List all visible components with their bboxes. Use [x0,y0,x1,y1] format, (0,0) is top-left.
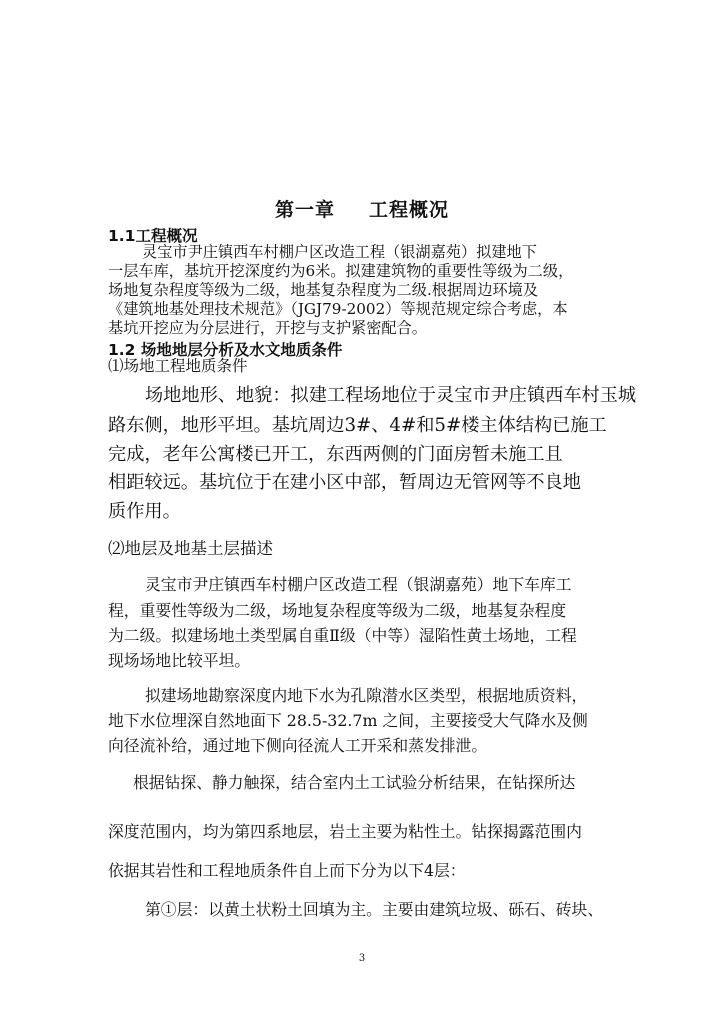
paragraph-line: 现场场地比较平坦。 [108,651,251,670]
paragraph-line: 场地复杂程度等级为二级，地基复杂程度为二级.根据周边环境及 [108,281,539,299]
paragraph-line: 深度范围内，均为第四系地层，岩土主要为粘性土。钻探揭露范围内 [108,822,582,841]
paragraph-line: 场地地形、地貌：拟建工程场地位于灵宝市尹庄镇西车村玉城 [145,385,637,406]
chapter-name: 工程概况 [369,199,450,221]
paragraph-line: 质作用。 [108,501,181,522]
paragraph-line: 拟建场地勘察深度内地下水为孔隙潜水区类型，根据地质资料， [145,686,588,705]
paragraph-line: 《建筑地基处理技术规范》（JGJ79-2002）等规范规定综合考虑，本 [108,300,568,318]
paragraph-line: 为二级。拟建场地土类型属自重Ⅱ级（中等）湿陷性黄土场地，工程 [108,626,577,645]
paragraph-line: 程，重要性等级为二级，场地复杂程度等级为二级，地基复杂程度 [108,601,567,620]
chapter-number: 第一章 [274,199,335,221]
paragraph-line: 灵宝市尹庄镇西车村棚户区改造工程（银湖嘉苑）拟建地下 [142,243,537,261]
paragraph-line: 地下水位埋深自然地面下 28.5-32.7m 之间，主要接受大气降水及侧 [108,711,588,730]
paragraph-line: 第①层：以黄土状粉土回填为主。主要由建筑垃圾、砾石、砖块、 [145,900,604,919]
subsection-heading: ⑵地层及地基土层描述 [108,539,273,558]
paragraph-line: 向径流补给，通过地下侧向径流人工开采和蒸发排泄。 [108,736,488,755]
paragraph-line: 根据钻探、静力触探，结合室内土工试验分析结果，在钻探所达 [133,773,576,792]
section-heading-1-2: 1.2 场地地层分析及水文地质条件 [108,341,343,359]
paragraph-line: 路东侧，地形平坦。基坑周边3#、4#和5#楼主体结构已施工 [108,415,607,436]
paragraph-line: 完成，老年公寓楼已开工，东西两侧的门面房暂未施工且 [108,444,563,465]
paragraph-line: 一层车库，基坑开挖深度约为6米。拟建建筑物的重要性等级为二级， [108,262,574,280]
subsection-heading: ⑴场地工程地质条件 [108,357,248,375]
paragraph-line: 灵宝市尹庄镇西车村棚户区改造工程（银湖嘉苑）地下车库工 [145,575,572,594]
paragraph-line: 依据其岩性和工程地质条件自上而下分为以下4层： [108,861,466,880]
page-number: 3 [358,953,366,964]
chapter-title [0,195,724,222]
section-heading-1-1: 1.1工程概况 [108,227,198,245]
paragraph-line: 相距较远。基坑位于在建小区中部，暂周边无管网等不良地 [108,472,581,493]
paragraph-line: 基坑开挖应为分层进行，开挖与支护紧密配合。 [108,319,427,337]
